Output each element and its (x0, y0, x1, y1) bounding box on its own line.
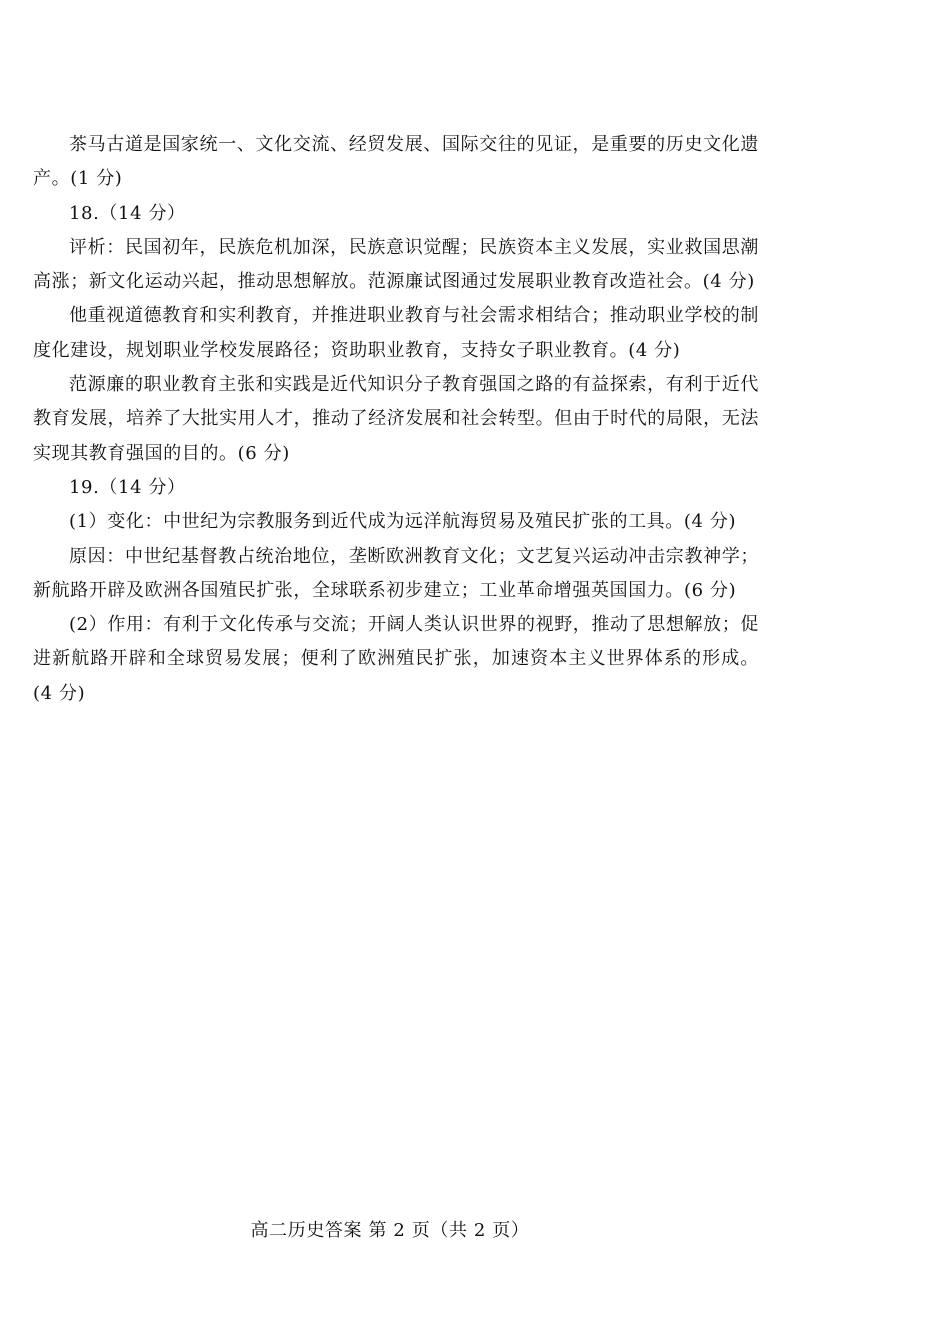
paragraph-19-reason: 原因：中世纪基督教占统治地位，垄断欧洲教育文化；文艺复兴运动冲击宗教神学；新航路开辟及欧洲各国殖民扩张，全球联系初步建立；工业革命增强英国国力。(6 分) (33, 545, 759, 601)
page-footer: 高二历史答案 第 2 页（共 2 页） (250, 1220, 530, 1241)
paragraph-18-analysis: 评析：民国初年，民族危机加深，民族意识觉醒；民族资本主义发展，实业救国思潮高涨；新文化运动兴起，推动思想解放。范源廉试图通过发展职业教育改造社会。(4 分) (33, 236, 759, 293)
paragraph-18-evaluation: 范源廉的职业教育主张和实践是近代知识分子教育强国之路的有益探索，有利于近代教育发展，培养了大批实用人才，推动了经济发展和社会转型。但由于时代的局限，无法实现其教育强国的目的。(6 分) (33, 374, 759, 464)
paragraph-19-effect: (2）作用：有利于文化传承与交流；开阔人类认识世界的视野，推动了思想解放；促进新航路开辟和全球贸易发展；便利了欧洲殖民扩张，加速资本主义世界体系的形成。(4 分) (33, 614, 759, 704)
question-18-heading: 18.（14 分） (69, 202, 186, 224)
question-19-heading: 19.（14 分） (69, 476, 186, 498)
answer-body (33, 128, 759, 711)
paragraph-19-change: (1）变化：中世纪为宗教服务到近代成为远洋航海贸易及殖民扩张的工具。(4 分) (69, 511, 737, 533)
paragraph-tea-horse-road: 茶马古道是国家统一、文化交流、经贸发展、国际交往的见证，是重要的历史文化遗产。(1 分) (33, 134, 759, 190)
paragraph-18-measures: 他重视道德教育和实利教育，并推进职业教育与社会需求相结合；推动职业学校的制度化建设，规划职业学校发展路径；资助职业教育，支持女子职业教育。(4 分) (33, 305, 759, 361)
